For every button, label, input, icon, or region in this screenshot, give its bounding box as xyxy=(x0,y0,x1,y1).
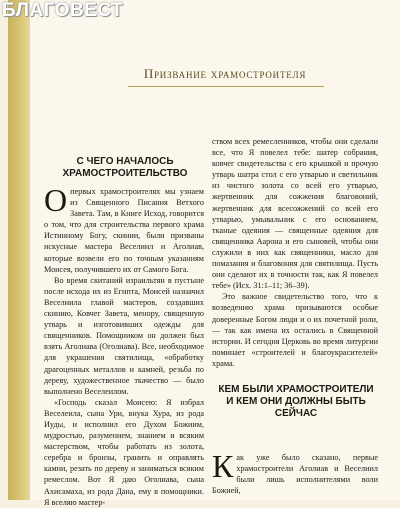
paragraph xyxy=(44,182,204,275)
drop-cap: К xyxy=(212,448,234,484)
right-column xyxy=(212,136,378,368)
paragraph-text: ак уже было сказано, первые храмостроители Аголиав и Веселиил были лишь исполнителями воли Божией, xyxy=(212,453,378,496)
drop-cap: О xyxy=(44,182,68,218)
paragraph: ством всех ремесленников, чтобы они сделали все, что Я повелел тебе: шатер собрания, ковчег свидетельства с его крышкой и прочую утварь шатра стол с его утварью и светильник из чистого золота со всей его утварью, жертвенник для сожжения благовоний, жертвенник для всесожжений со всей его утварью, умывальник с его основанием, тканые одеяния — священные одеяния для священника Аарона и его сыновей, чтобы они служили в них как священники, масло для помазания и благовония для святилища. Пусть они сделают их в точности так, как Я повелел тебе» (Исх. 31:1–11; 36–39). xyxy=(212,137,378,291)
title-rule xyxy=(128,86,324,87)
paragraph: «Господь сказал Моисею: Я избрал Веселеила, сына Ури, внука Хура, из рода Иуды, и исполнил его Духом Божиим, мудростью, разумением, знанием и всяким мастерством, чтобы работать из золота, серебра и бронзы, гранить и оправлять камни, резать по дереву и заниматься всяким ремеслом. Вот Я даю Оголиава, сына Ахисамаха, из рода Дана, ему в помощники. Я вселяю мастер- xyxy=(44,397,204,507)
book-page xyxy=(8,0,400,507)
paragraph: Это важное свидетельство того, что к возведению храма призываются особые доверенные Богом люди и о их почетной роли, — так как имена их остались в Священной истории. И сегодня Церковь во время литургии поминает «строителей и благоукрасителей» храма. xyxy=(212,292,378,368)
right-column-continued xyxy=(212,448,378,498)
paragraph xyxy=(212,448,378,496)
gold-margin-band xyxy=(8,0,30,500)
paragraph-text: первых храмостроителях мы узнаем из Священного Писания Ветхого Завета. Там, в Книге Исход, говорится о том, что для строительства первого храма Истинному Богу, скинии, были призваны искусные мастера Веселиил и Аголиав, которые возвели его по точным указаниям Моисея, получившего их от Самого Бога. xyxy=(44,187,204,274)
left-column xyxy=(44,182,204,507)
watermark-logo: БЛАГОВЕСТ xyxy=(2,0,124,21)
paragraph: Во время скитаний израильтян в пустыне после исхода их из Египта, Моисей назначил Веселиила главой мастеров, создавших скинию, Ковчег Завета, менору, священную утварь и изготовивших одежды для священников. Помощником он должен был взять Аголиава (Оголиава). Все, необходимое для украшения святилища, «обработку драгоценных металлов и камней, резьба по дереву, художественное ткачество — было выполнено Веселеилом. xyxy=(44,275,204,396)
chapter-title: Призвание храмостроителя xyxy=(143,66,307,81)
section-heading-builders: КЕМ БЫЛИ ХРАМОСТРОИТЕЛИ И КЕМ ОНИ ДОЛЖНЫ БЫТЬ СЕЙЧАС xyxy=(218,384,374,419)
section-heading-origins: С ЧЕГО НАЧАЛОСЬ ХРАМОСТРОИТЕЛЬСТВО xyxy=(62,156,188,179)
